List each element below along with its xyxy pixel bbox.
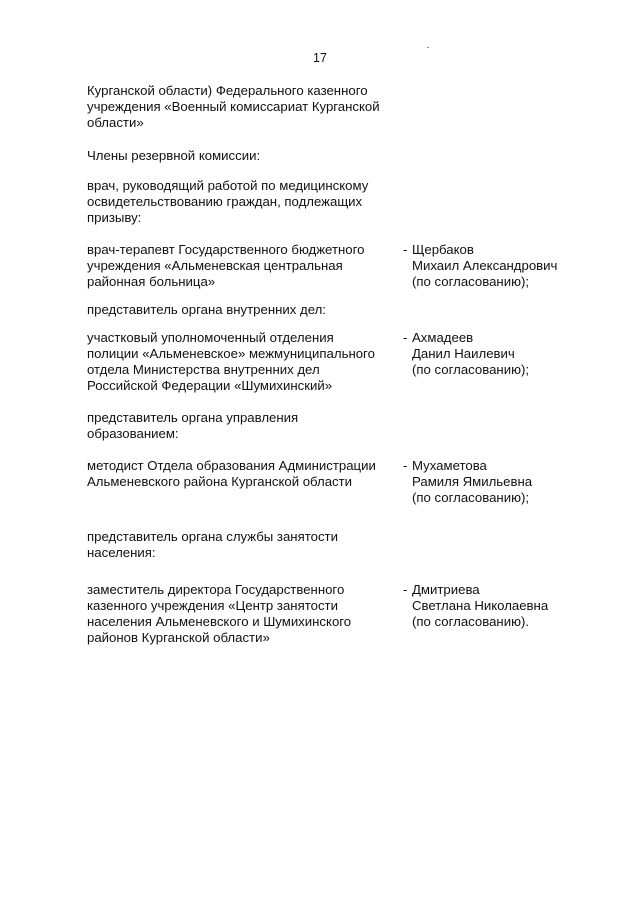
intro-line-2: учреждения «Военный комиссариат Курганской [87, 99, 380, 114]
doctor-role-line-1: врач, руководящий работой по медицинскому [87, 178, 369, 193]
member-2-person [403, 330, 577, 394]
member-3-position-line-2: Альменевского района Курганской области [87, 474, 353, 489]
members-heading: Члены резервной комиссии: [87, 148, 261, 163]
member-2-surname: Ахмадеев [412, 330, 474, 345]
member-4-dash: - [403, 582, 408, 597]
member-4-agreement-note: (по согласованию). [412, 614, 530, 629]
member-3-agreement-note: (по согласованию); [412, 490, 530, 505]
member-1-name-block [412, 242, 557, 290]
member-3-person [403, 458, 577, 506]
employment-heading-line-2: населения: [87, 545, 156, 560]
member-4-name-block [412, 582, 548, 646]
member-4-position-line-3: населения Альменевского и Шумихинского [87, 614, 352, 629]
education-heading-line-1: представитель органа управления [87, 410, 299, 425]
member-2-given-names: Данил Наилевич [412, 346, 515, 361]
member-2-agreement-note: (по согласованию); [412, 362, 530, 377]
intro-line-3: области» [87, 115, 144, 130]
member-entry-2 [87, 330, 577, 394]
member-4-position-line-1: заместитель директора Государственного [87, 582, 345, 597]
member-2-position-line-1: участковый уполномоченный отделения [87, 330, 334, 345]
scan-speck [427, 47, 429, 48]
member-3-surname: Мухаметова [412, 458, 487, 473]
member-4-given-names: Светлана Николаевна [412, 598, 549, 613]
member-entry-3 [87, 458, 577, 506]
member-2-position-line-2: полиции «Альменевское» межмуниципального [87, 346, 375, 361]
doctor-role-line-3: призыву: [87, 210, 142, 225]
member-4-position-line-2: казенного учреждения «Центр занятости [87, 598, 338, 613]
member-entry-1 [87, 242, 577, 290]
member-3-position [87, 458, 399, 506]
employment-heading-line-1: представитель органа службы занятости [87, 529, 338, 544]
intro-line-1: Курганской области) Федерального казенного [87, 83, 368, 98]
doctor-role-line-2: освидетельствованию граждан, подлежащих [87, 194, 363, 209]
member-1-given-names: Михаил Александрович [412, 258, 558, 273]
member-1-dash: - [403, 242, 408, 257]
education-heading [87, 410, 577, 442]
member-1-position-line-1: врач-терапевт Государственного бюджетного [87, 242, 365, 257]
member-3-given-names: Рамиля Ямильевна [412, 474, 533, 489]
employment-heading [87, 529, 577, 561]
member-2-position [87, 330, 399, 394]
member-3-name-block [412, 458, 532, 506]
doctor-role-heading [87, 178, 577, 226]
member-4-position [87, 582, 399, 646]
member-2-dash: - [403, 330, 408, 345]
member-1-person [403, 242, 577, 290]
member-1-position-line-3: районная больница» [87, 274, 216, 289]
intro-paragraph [87, 83, 577, 131]
document-body [87, 83, 577, 646]
member-4-position-line-4: районов Курганской области» [87, 630, 270, 645]
internal-affairs-heading: представитель органа внутренних дел: [87, 302, 326, 317]
member-2-name-block [412, 330, 529, 394]
member-4-surname: Дмитриева [412, 582, 480, 597]
member-2-position-line-3: отдела Министерства внутренних дел [87, 362, 320, 377]
member-4-person [403, 582, 577, 646]
member-entry-4 [87, 582, 577, 646]
member-1-position-line-2: учреждения «Альменевская центральная [87, 258, 343, 273]
education-heading-line-2: образованием: [87, 426, 179, 441]
member-3-position-line-1: методист Отдела образования Администрации [87, 458, 376, 473]
page-number: 17 [313, 51, 327, 65]
member-1-surname: Щербаков [412, 242, 474, 257]
member-3-dash: - [403, 458, 408, 473]
member-1-position [87, 242, 399, 290]
member-2-position-line-4: Российской Федерации «Шумихинский» [87, 378, 333, 393]
member-1-agreement-note: (по согласованию); [412, 274, 530, 289]
